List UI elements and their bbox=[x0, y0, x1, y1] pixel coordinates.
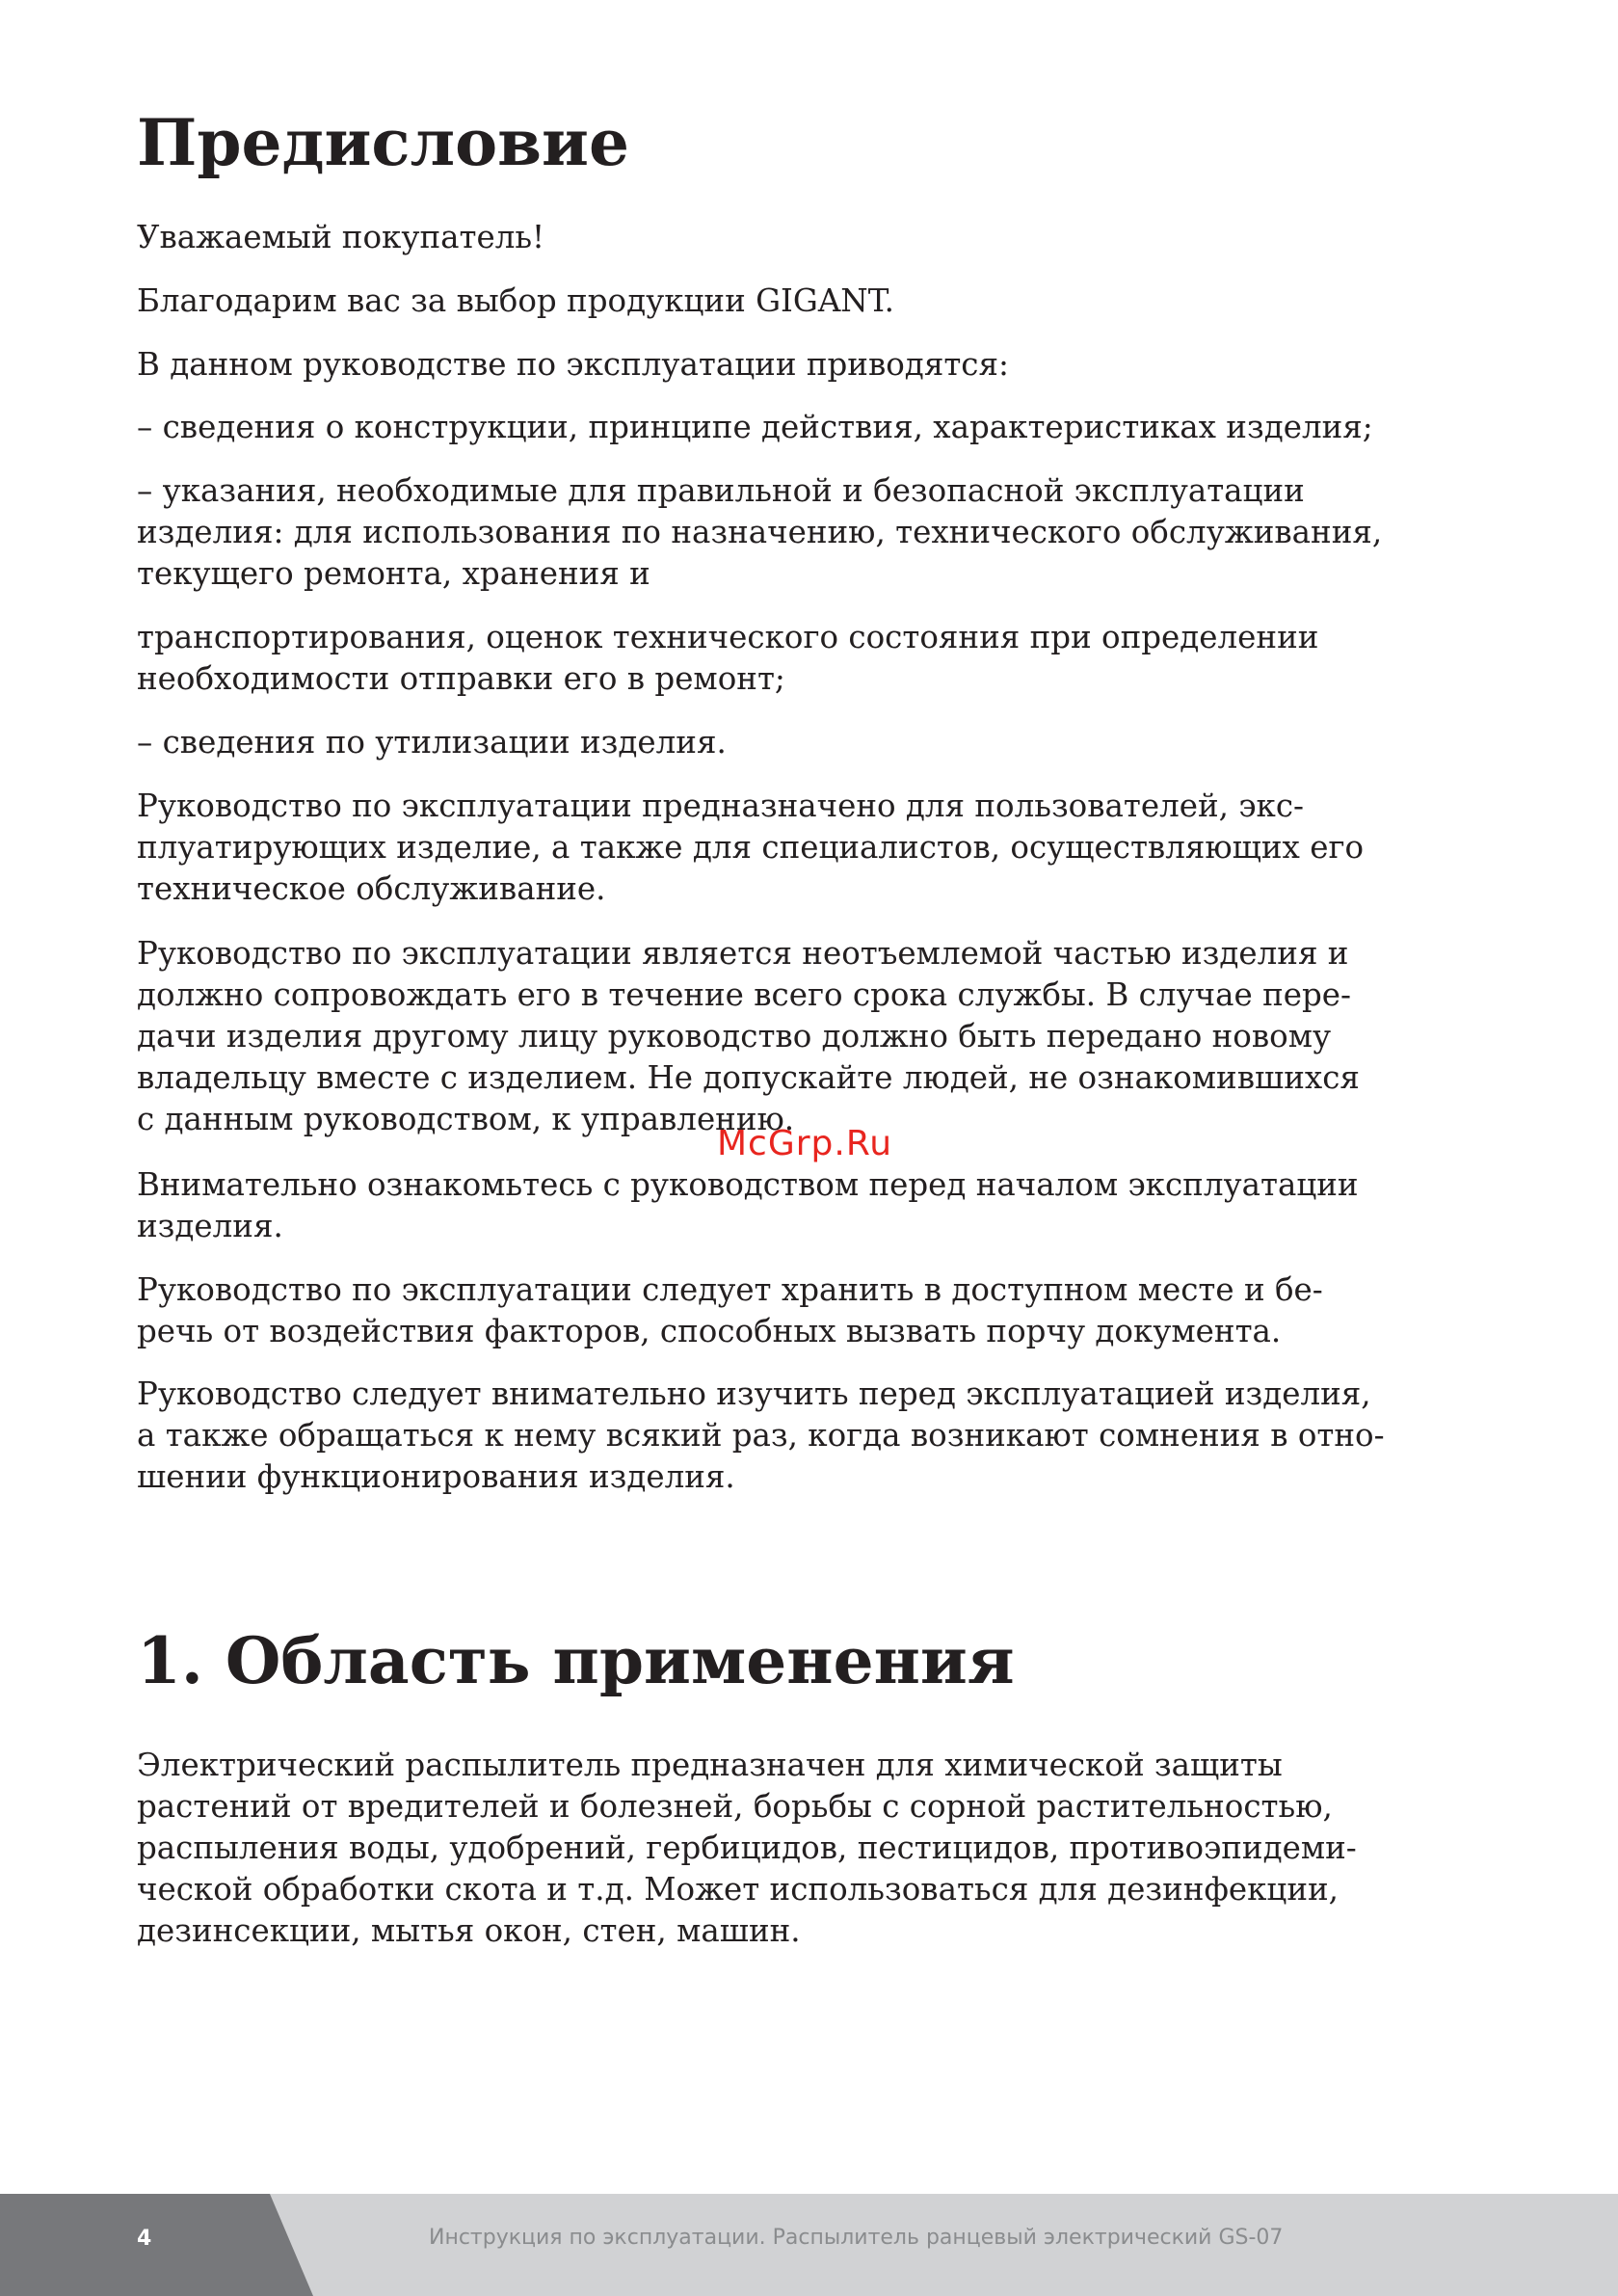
text-line: дачи изделия другому лицу руководство должно быть передано новому bbox=[137, 1018, 1332, 1055]
paragraph-thanks bbox=[137, 280, 894, 322]
text-line: В данном руководстве по эксплуатации приводятся: bbox=[137, 346, 1009, 383]
text-line: – указания, необходимые для правильной и безопасной эксплуатации bbox=[137, 472, 1305, 509]
text-line: речь от воздействия факторов, способных вызвать порчу документа. bbox=[137, 1313, 1282, 1349]
text-line: плуатирующих изделие, а также для специалистов, осуществляющих его bbox=[137, 829, 1365, 866]
paragraph-scope bbox=[137, 1745, 1357, 1952]
text-line: растений от вредителей и болезней, борьбы с сорной растительностью, bbox=[137, 1788, 1333, 1825]
scope-title: 1. Область применения bbox=[137, 1623, 1015, 1698]
text-line: ческой обработки скота и т.д. Может использоваться для дезинфекции, bbox=[137, 1871, 1339, 1908]
text-line: Руководство по эксплуатации предназначено для пользователей, экс- bbox=[137, 788, 1305, 824]
paragraph-study bbox=[137, 1374, 1385, 1498]
text-line: с данным руководством, к управлению. bbox=[137, 1101, 795, 1137]
preface-title: Предисловие bbox=[137, 105, 629, 180]
text-line: Благодарим вас за выбор продукции GIGANT. bbox=[137, 282, 894, 319]
text-line: Руководство по эксплуатации является неотъемлемой частью изделия и bbox=[137, 935, 1349, 972]
paragraph-greeting bbox=[137, 217, 544, 258]
text-line: должно сопровождать его в течение всего срока службы. В случае пере- bbox=[137, 976, 1351, 1013]
text-line: шении функционирования изделия. bbox=[137, 1458, 735, 1495]
text-line: дезинсекции, мытья окон, стен, машин. bbox=[137, 1912, 801, 1949]
page-number: 4 bbox=[137, 2227, 152, 2251]
text-line: транспортирования, оценок технического состояния при определении bbox=[137, 619, 1319, 655]
paragraph-storage bbox=[137, 1269, 1323, 1352]
text-line: Руководство по эксплуатации следует хранить в доступном месте и бе- bbox=[137, 1271, 1323, 1308]
text-line: владельцу вместе с изделием. Не допускайте людей, не ознакомившихся bbox=[137, 1059, 1360, 1096]
paragraph-list-instructions bbox=[137, 470, 1382, 595]
text-line: текущего ремонта, хранения и bbox=[137, 555, 650, 592]
text-line: Электрический распылитель предназначен для химической защиты bbox=[137, 1747, 1283, 1783]
paragraph-list-disposal bbox=[137, 722, 727, 763]
text-line: изделия. bbox=[137, 1208, 283, 1244]
text-line: Руководство следует внимательно изучить перед эксплуатацией изделия, bbox=[137, 1375, 1371, 1412]
paragraph-integral-part bbox=[137, 933, 1360, 1140]
paragraph-audience bbox=[137, 786, 1364, 910]
page-footer bbox=[0, 2194, 1618, 2296]
text-line: техническое обслуживание. bbox=[137, 870, 606, 907]
text-line: распыления воды, удобрений, гербицидов, пестицидов, противоэпидеми- bbox=[137, 1829, 1357, 1866]
text-line: изделия: для использования по назначению, технического обслуживания, bbox=[137, 514, 1383, 550]
text-line: Внимательно ознакомьтесь с руководством перед началом эксплуатации bbox=[137, 1166, 1359, 1203]
text-line: – сведения по утилизации изделия. bbox=[137, 724, 727, 761]
watermark: McGrp.Ru bbox=[717, 1124, 893, 1163]
text-line: необходимости отправки его в ремонт; bbox=[137, 660, 785, 697]
paragraph-list-transport bbox=[137, 617, 1318, 700]
paragraph-list-design bbox=[137, 407, 1373, 448]
paragraph-contents-intro bbox=[137, 344, 1009, 386]
paragraph-read-carefully bbox=[137, 1164, 1359, 1247]
text-line: – сведения о конструкции, принципе действия, характеристиках изделия; bbox=[137, 409, 1373, 445]
text-line: а также обращаться к нему всякий раз, когда возникают сомнения в отно- bbox=[137, 1417, 1385, 1454]
footer-document-title: Инструкция по эксплуатации. Распылитель ранцевый электрический GS-07 bbox=[429, 2226, 1284, 2250]
text-line: Уважаемый покупатель! bbox=[137, 219, 545, 255]
